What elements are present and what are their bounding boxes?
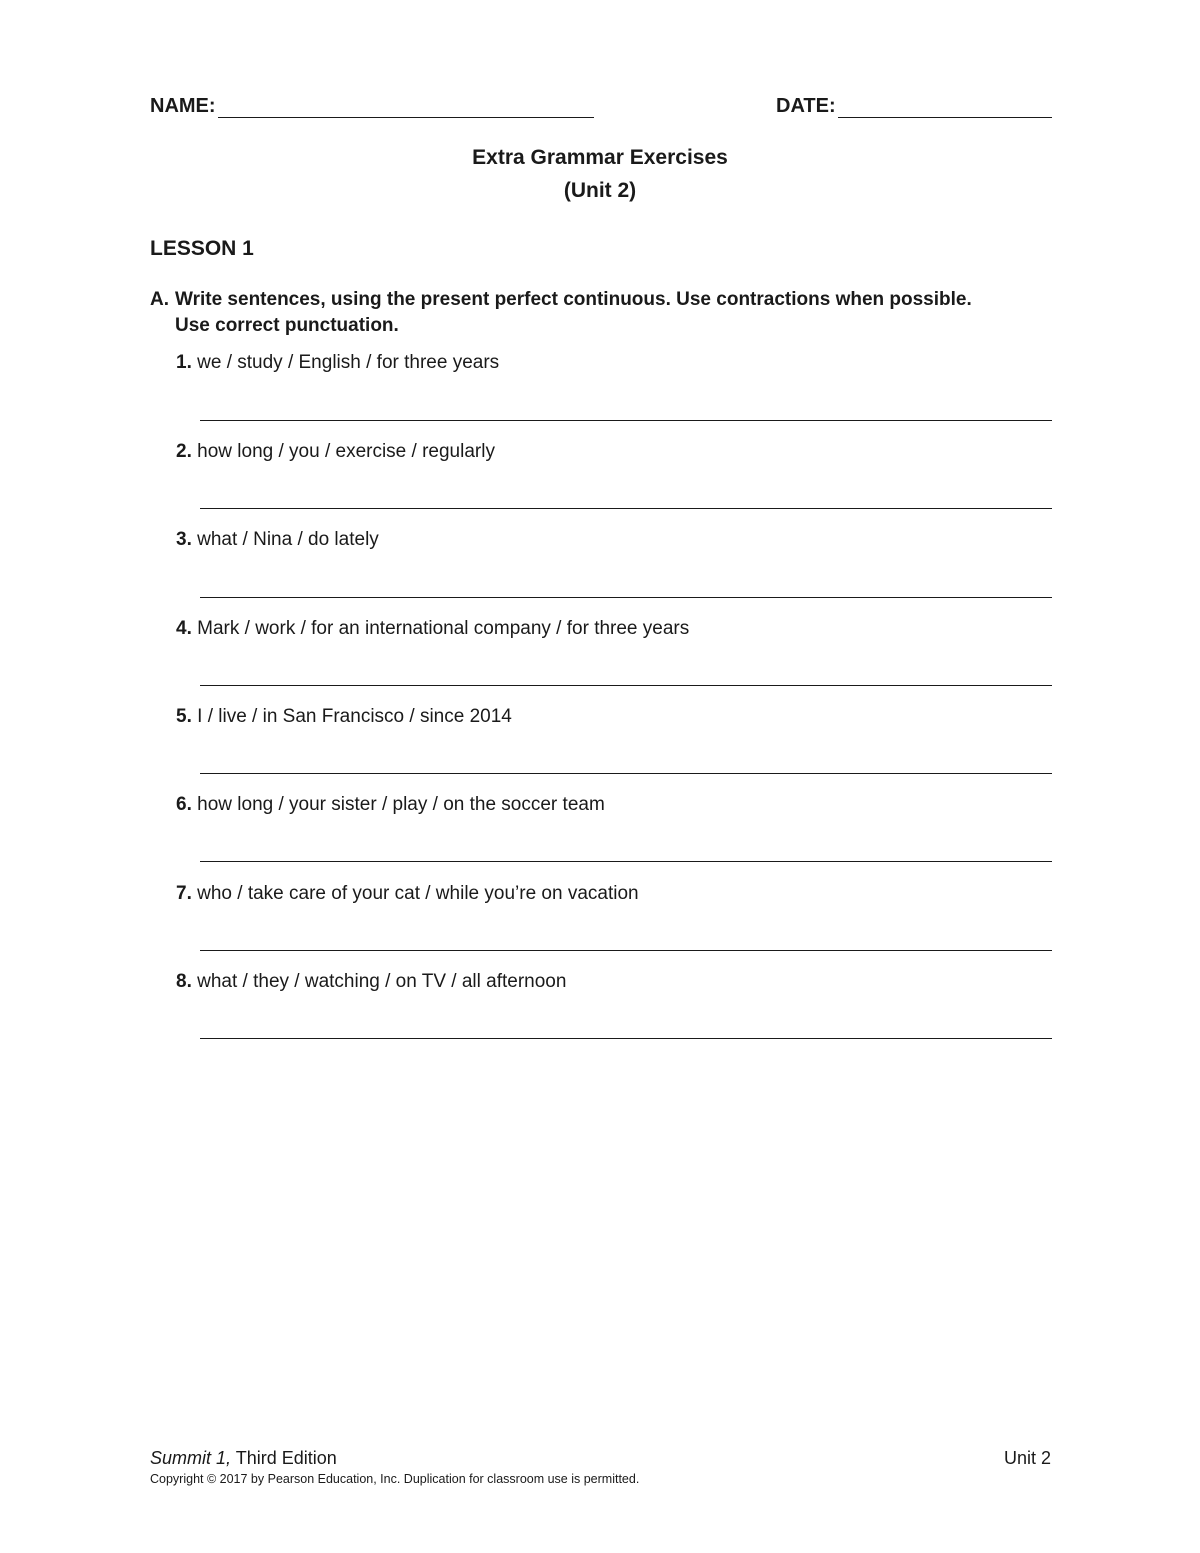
exercise-item-8 [176,971,566,993]
name-input-line[interactable] [218,97,594,118]
item-prompt: what / Nina / do lately [197,529,379,550]
answer-line-1[interactable] [200,420,1052,421]
item-number: 6. [176,794,192,815]
footer-book-name: Summit 1, [150,1448,232,1468]
name-field [150,95,594,118]
answer-line-5[interactable] [200,773,1052,774]
lesson-heading: LESSON 1 [150,237,254,260]
exercise-item-5 [176,706,512,728]
answer-line-7[interactable] [200,950,1052,951]
exercise-item-7 [176,883,639,905]
footer-edition: Third Edition [231,1448,337,1468]
exercise-item-1 [176,352,499,374]
answer-line-2[interactable] [200,508,1052,509]
exercise-item-3 [176,529,379,551]
answer-line-8[interactable] [200,1038,1052,1039]
item-prompt: how long / your sister / play / on the soccer team [197,794,605,815]
date-input-line[interactable] [838,97,1052,118]
item-number: 5. [176,706,192,727]
exercise-item-4 [176,618,689,640]
item-number: 4. [176,618,192,639]
item-prompt: who / take care of your cat / while you’re on vacation [197,883,639,904]
date-field [776,95,1052,118]
answer-line-4[interactable] [200,685,1052,686]
exercise-letter: A. [150,289,169,310]
footer-copyright: Copyright © 2017 by Pearson Education, Inc. Duplication for classroom use is permitted. [150,1472,640,1486]
footer-book-title [150,1448,337,1469]
item-number: 8. [176,971,192,992]
footer-unit: Unit 2 [1003,1448,1051,1468]
exercise-instruction [150,287,1010,339]
item-number: 7. [176,883,192,904]
item-number: 3. [176,529,192,550]
item-number: 1. [176,352,192,373]
exercise-item-2 [176,441,495,463]
date-label: DATE: [776,95,836,117]
answer-line-6[interactable] [200,861,1052,862]
exercise-instruction-text: Write sentences, using the present perfect continuous. Use contractions when possible. Use correct punctuation. [175,289,972,336]
item-prompt: what / they / watching / on TV / all afternoon [197,971,567,992]
item-prompt: Mark / work / for an international company / for three years [197,618,690,639]
exercise-item-6 [176,794,605,816]
unit-subtitle: (Unit 2) [563,179,637,202]
item-prompt: we / study / English / for three years [197,352,500,373]
answer-line-3[interactable] [200,597,1052,598]
item-prompt: how long / you / exercise / regularly [197,441,495,462]
item-number: 2. [176,441,192,462]
name-label: NAME: [150,95,216,117]
item-prompt: I / live / in San Francisco / since 2014 [197,706,512,727]
page-title: Extra Grammar Exercises [472,146,728,169]
